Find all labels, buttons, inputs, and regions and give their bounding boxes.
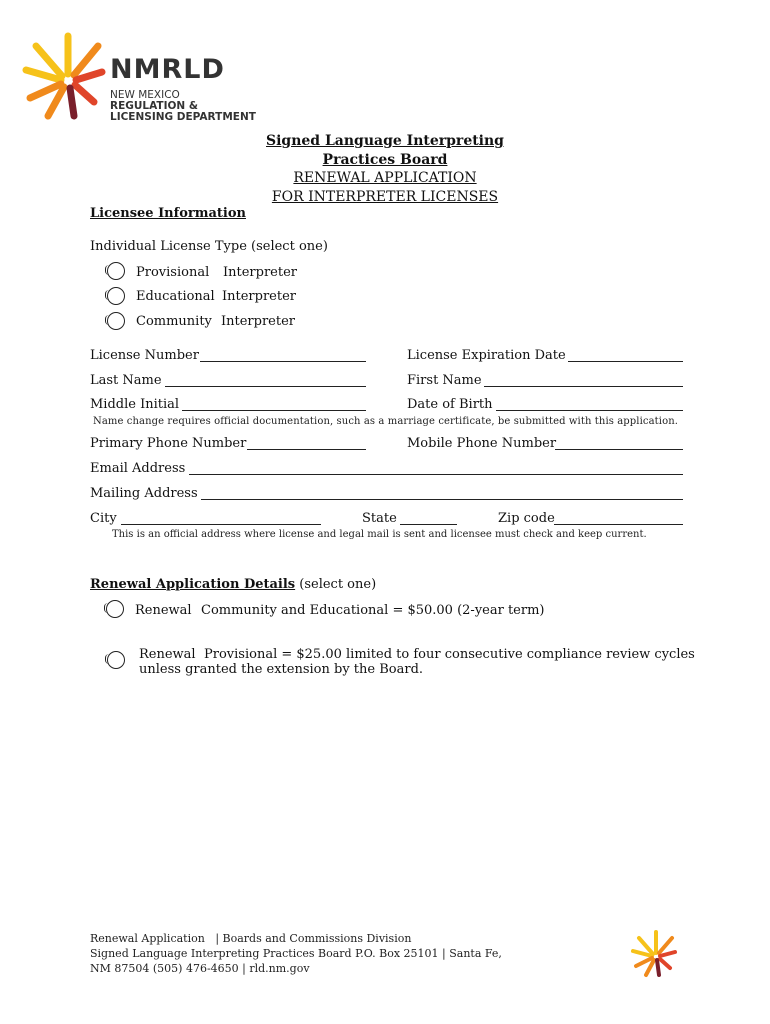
form-title [0,132,770,206]
primary-phone-field[interactable] [247,449,366,450]
first-name-label: First Name [407,373,482,388]
radio-community[interactable] [107,312,125,330]
footer-line-1b: | Boards and Commissions Division [215,932,412,945]
mailing-field[interactable] [201,499,683,500]
starburst-logo-icon [20,28,108,124]
renewal-opt2-label-c: unless granted the extension by the Board. [139,662,424,677]
middle-initial-label: Middle Initial [90,397,180,412]
dept-line-2: REGULATION & [110,100,198,112]
date-of-birth-label: Date of Birth [407,397,493,412]
email-field[interactable] [189,474,683,475]
renewal-opt2-label-a: Renewal [139,647,196,662]
title-line-4: FOR INTERPRETER LICENSES [271,188,499,205]
city-label: City [90,511,117,526]
renewal-heading: Renewal Application Details [90,577,296,592]
renewal-opt1-label-a: Renewal [135,603,192,618]
footer-starburst-icon [628,928,680,980]
radio-renewal-provisional[interactable] [107,651,125,669]
title-line-1: Signed Language Interpreting [266,133,504,149]
license-number-field[interactable] [200,361,366,362]
title-line-3: RENEWAL APPLICATION [293,170,477,186]
nmrld-logo [20,28,260,124]
city-field[interactable] [121,524,321,525]
footer-line-1 [90,931,502,946]
renewal-opt1-label-b: Community and Educational = $50.00 (2-year term) [201,603,545,618]
dept-line-3: LICENSING DEPARTMENT [110,111,256,123]
last-name-label: Last Name [90,373,162,388]
primary-phone-label: Primary Phone Number [90,436,247,451]
option-community-b: Interpreter [221,314,296,329]
option-community-a: Community [136,314,212,329]
first-name-field[interactable] [484,386,683,387]
zip-field[interactable] [554,524,683,525]
date-of-birth-field[interactable] [496,410,683,411]
footer [90,931,502,976]
option-provisional-a: Provisional [136,265,210,280]
renewal-heading-suffix: (select one) [295,577,377,592]
renewal-heading-row [90,577,376,592]
footer-line-1a: Renewal Application [90,932,205,945]
option-educational-b: Interpreter [222,289,297,304]
zip-label: Zip code [498,511,555,526]
email-label: Email Address [90,461,186,476]
dept-line-1: NEW MEXICO [110,89,180,101]
license-number-label: License Number [90,348,199,363]
mobile-phone-label: Mobile Phone Number [407,436,557,451]
renewal-opt2-label-b: Provisional = $25.00 limited to four consecutive compliance review cycles [204,647,695,662]
footer-line-3: NM 87504 (505) 476-4650 | rld.nm.gov [90,962,310,975]
license-expiration-field[interactable] [568,361,683,362]
state-label: State [362,511,397,526]
middle-initial-field[interactable] [182,410,366,411]
brand-name: NMRLD [110,54,225,85]
radio-renewal-community-educational[interactable] [106,600,124,618]
option-provisional-b: Interpreter [223,265,298,280]
name-change-note: Name change requires official documentation, such as a marriage certificate, be submitted with this application. [93,416,679,427]
radio-provisional[interactable] [107,262,125,280]
license-type-label: Individual License Type (select one) [90,239,328,254]
radio-educational[interactable] [107,287,125,305]
mobile-phone-field[interactable] [555,449,683,450]
state-field[interactable] [400,524,457,525]
option-educational-a: Educational [136,289,215,304]
mailing-label: Mailing Address [90,486,198,501]
licensee-heading: Licensee Information [90,206,246,221]
last-name-field[interactable] [165,386,366,387]
license-expiration-label: License Expiration Date [407,348,566,363]
footer-line-2: Signed Language Interpreting Practices Board P.O. Box 25101 | Santa Fe, [90,947,502,960]
title-line-2: Practices Board [322,151,448,168]
address-note: This is an official address where license and legal mail is sent and licensee must check and keep current. [112,529,647,540]
